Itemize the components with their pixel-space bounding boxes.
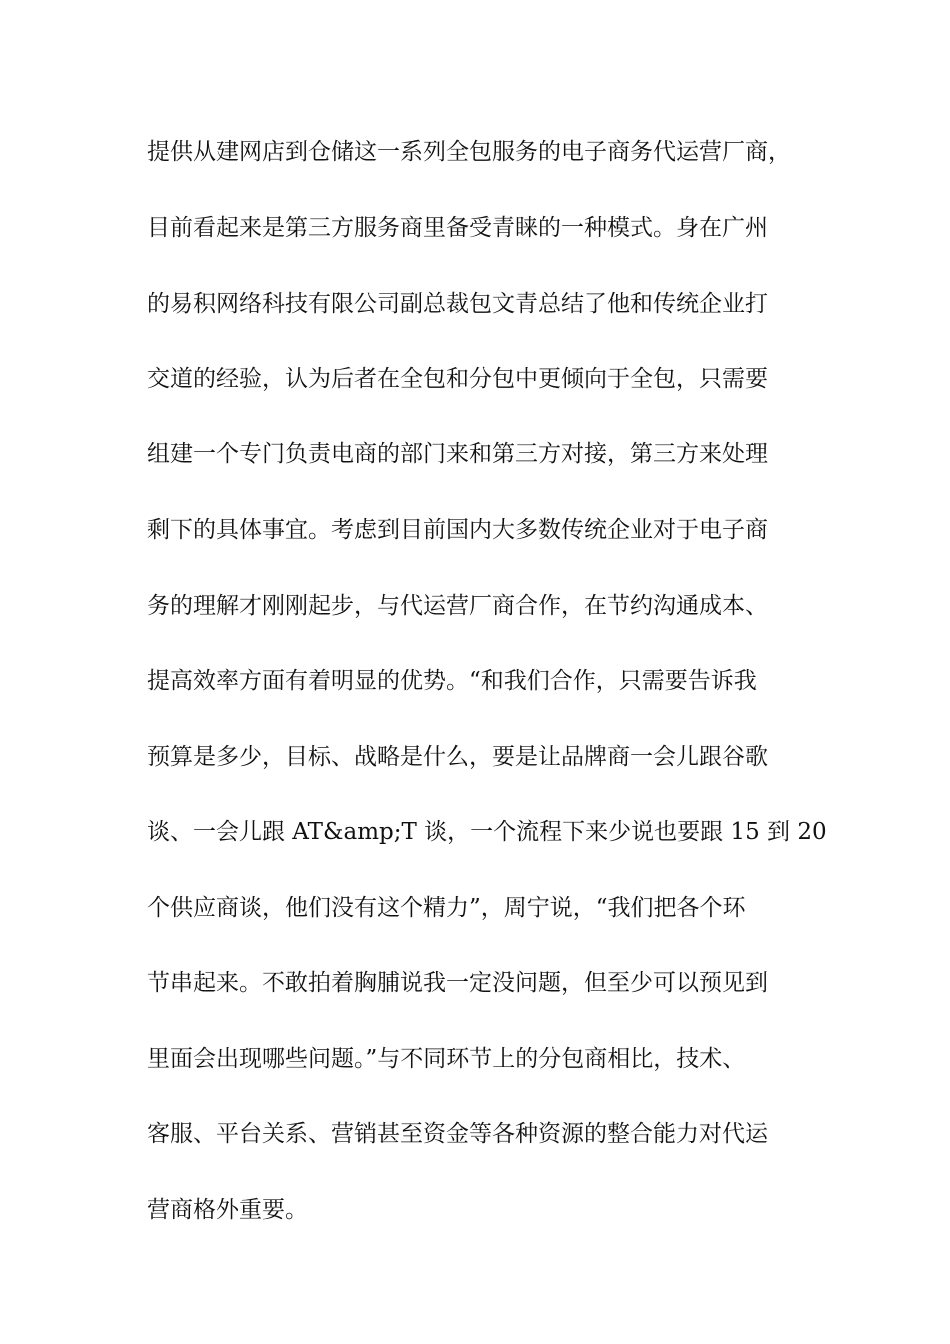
paragraph-line: 提高效率方面有着明显的优势。“和我们合作，只需要告诉我 [147, 668, 757, 694]
paragraph-line: 提供从建网店到仓储这一系列全包服务的电子商务代运营厂商， [147, 139, 791, 165]
paragraph-line: 节串起来。不敢拍着胸脯说我一定没问题，但至少可以预见到 [147, 970, 768, 996]
paragraph-line: 交道的经验，认为后者在全包和分包中更倾向于全包，只需要 [147, 366, 768, 392]
paragraph-line: 预算是多少，目标、战略是什么，要是让品牌商一会儿跟谷歌 [147, 744, 768, 770]
paragraph-line: 的易积网络科技有限公司副总裁包文青总结了他和传统企业打 [147, 291, 768, 317]
paragraph-line: 个供应商谈，他们没有这个精力”，周宁说，“我们把各个环 [147, 895, 746, 921]
paragraph-line: 剩下的具体事宜。考虑到目前国内大多数传统企业对于电子商 [147, 517, 768, 543]
paragraph-line: 客服、平台关系、营销甚至资金等各种资源的整合能力对代运 [147, 1121, 768, 1147]
paragraph-line: 组建一个专门负责电商的部门来和第三方对接，第三方来处理 [147, 441, 768, 467]
paragraph-line: 目前看起来是第三方服务商里备受青睐的一种模式。身在广州 [147, 215, 768, 241]
paragraph-line: 谈、一会儿跟 AT&amp;T 谈，一个流程下来少说也要跟 15 到 20 [147, 819, 827, 845]
paragraph-line: 营商格外重要。 [147, 1197, 308, 1223]
paragraph-line: 务的理解才刚刚起步，与代运营厂商合作，在节约沟通成本、 [147, 593, 768, 619]
paragraph-line: 里面会出现哪些问题。”与不同环节上的分包商相比，技术、 [147, 1046, 746, 1072]
